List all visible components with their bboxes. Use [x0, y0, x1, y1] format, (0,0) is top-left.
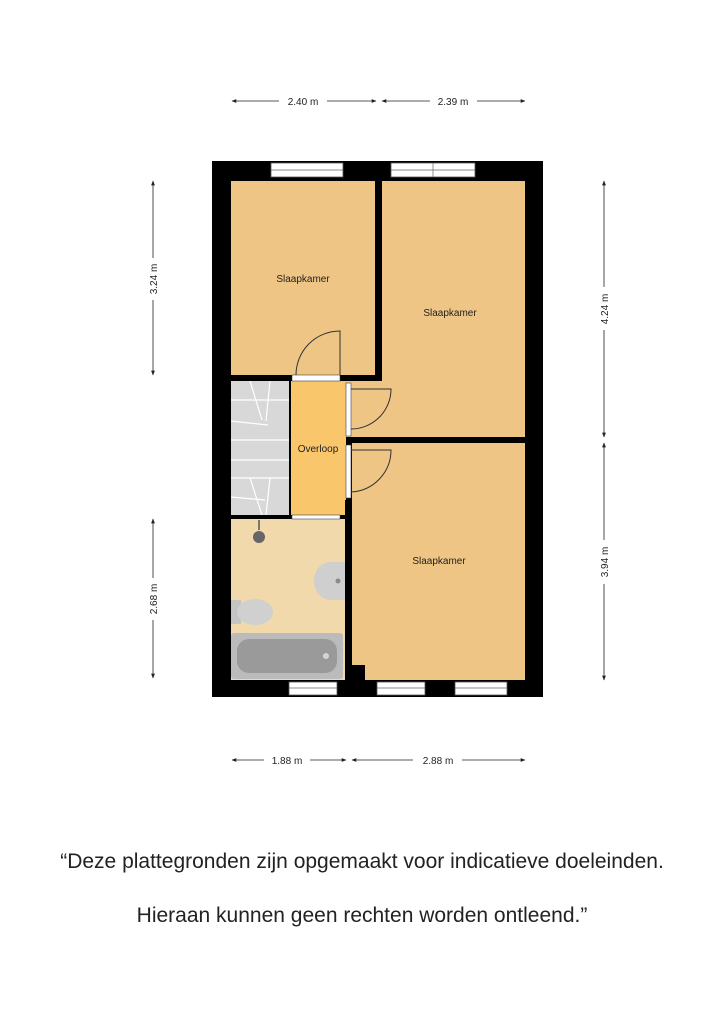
room-label-landing: Overloop — [297, 444, 339, 455]
sink — [314, 562, 345, 600]
dimension-left-lower: 2.68 m — [149, 583, 160, 615]
dimension-bottom-right: 2.88 m — [422, 756, 454, 767]
dimension-left-upper: 3.24 m — [149, 263, 160, 295]
dimension-right-upper: 4.24 m — [600, 293, 611, 325]
room-label-bedroom-top-left: Slaapkamer — [276, 274, 330, 285]
bathtub — [231, 633, 343, 679]
disclaimer-line-2: Hieraan kunnen geen rechten worden ontleend.” — [136, 904, 588, 927]
toilet — [231, 599, 273, 625]
dimension-right-lower: 3.94 m — [600, 546, 611, 578]
dimension-top-left: 2.40 m — [287, 97, 319, 108]
room-label-bedroom-bottom-right: Slaapkamer — [412, 556, 466, 567]
disclaimer-line-1: “Deze plattegronden zijn opgemaakt voor indicatieve doeleinden. — [60, 850, 664, 873]
room-label-bedroom-top-right: Slaapkamer — [423, 308, 477, 319]
staircase — [231, 381, 291, 515]
dimension-bottom-left: 1.88 m — [271, 756, 303, 767]
dimension-top-right: 2.39 m — [437, 97, 469, 108]
